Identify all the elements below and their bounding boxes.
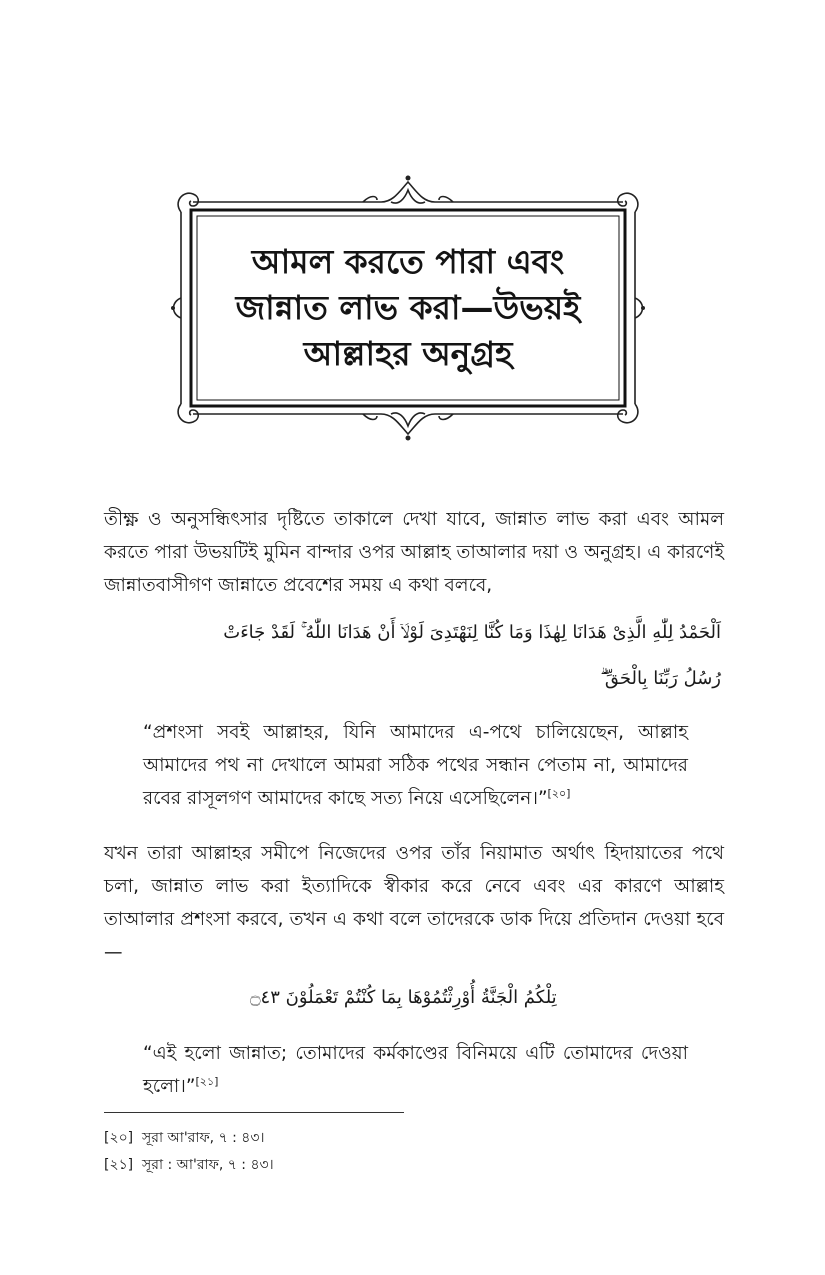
title-line-1: আমল করতে পারা এবং [251,242,565,281]
footnote-divider [104,1112,404,1113]
title-line-2: জান্নাত লাভ করা—উভয়ই [235,288,581,327]
chapter-title-frame [163,172,653,444]
footnote-21-number: [২১] [104,1157,134,1173]
footnote-20 [104,1128,265,1148]
arabic-verse-1-line-1: اَلْحَمْدُ لِلّٰهِ الَّذِیْ هَدَانَا لِهٰذَا وَمَا كُنَّا لِنَهْتَدِیَ لَوْلَاۤ أَنْ هَدَانَا اللّٰهُ ۚ لَقَدْ جَاءَتْ [223,622,721,643]
translation-quote-2 [143,1037,688,1103]
footnote-ref-21: [২১] [195,1074,219,1088]
footnote-21-text: সূরা : আ'রাফ, ৭ : ৪৩। [142,1157,274,1173]
intro-paragraph: তীক্ষ্ণ ও অনুসন্ধিৎসার দৃষ্টিতে তাকালে দেখা যাবে, জান্নাত লাভ করা এবং আমল করতে পারা উভয়টিই মুমিন বান্দার ওপর আল্লাহ তাআলার দয়া ও অনুগ্রহ। এ কারণেই জান্নাতবাসীগণ জান্নাতে প্রবেশের সময় এ কথা বলবে, [104,509,724,596]
chapter-title [191,210,625,406]
arabic-verse-1-line-2: رُسُلُ رَبِّنَا بِالْحَقِّ ۗ [600,668,721,689]
arabic-verse-2: تِلْكُمُ الْجَنَّةُ أُوْرِثْتُمُوْهَا بِمَا كُنْتُمْ تَعْمَلُوْنَ ۝٤٣ [250,987,557,1008]
footnote-21 [104,1155,274,1175]
translation-quote-1 [143,716,688,815]
quote-2-text: “এই হলো জান্নাত; তোমাদের কর্মকাণ্ডের বিনিময়ে এটি তোমাদের দেওয়া হলো।” [143,1043,688,1097]
second-paragraph: যখন তারা আল্লাহর সমীপে নিজেদের ওপর তাঁর নিয়ামাত অর্থাৎ হিদায়াতের পথে চলা, জান্নাত লাভ করা ইত্যাদিকে স্বীকার করে নেবে এবং এর কারণে আল্লাহ তাআলার প্রশংসা করবে, তখন এ কথা বলে তাদেরকে ডাক দিয়ে প্রতিদান দেওয়া হবে— [104,843,724,963]
footnote-20-number: [২০] [104,1130,134,1146]
quote-1-text: “প্রশংসা সবই আল্লাহর, যিনি আমাদের এ-পথে চালিয়েছেন, আল্লাহ আমাদের পথ না দেখালে আমরা সঠিক পথের সন্ধান পেতাম না, আমাদের রবের রাসূলগণ আমাদের কাছে সত্য নিয়ে এসেছিলেন।” [143,722,688,809]
title-line-3: আল্লাহর অনুগ্রহ [303,334,513,373]
footnote-ref-20: [২০] [547,786,571,800]
footnote-20-text: সূরা আ'রাফ, ৭ : ৪৩। [142,1130,265,1146]
